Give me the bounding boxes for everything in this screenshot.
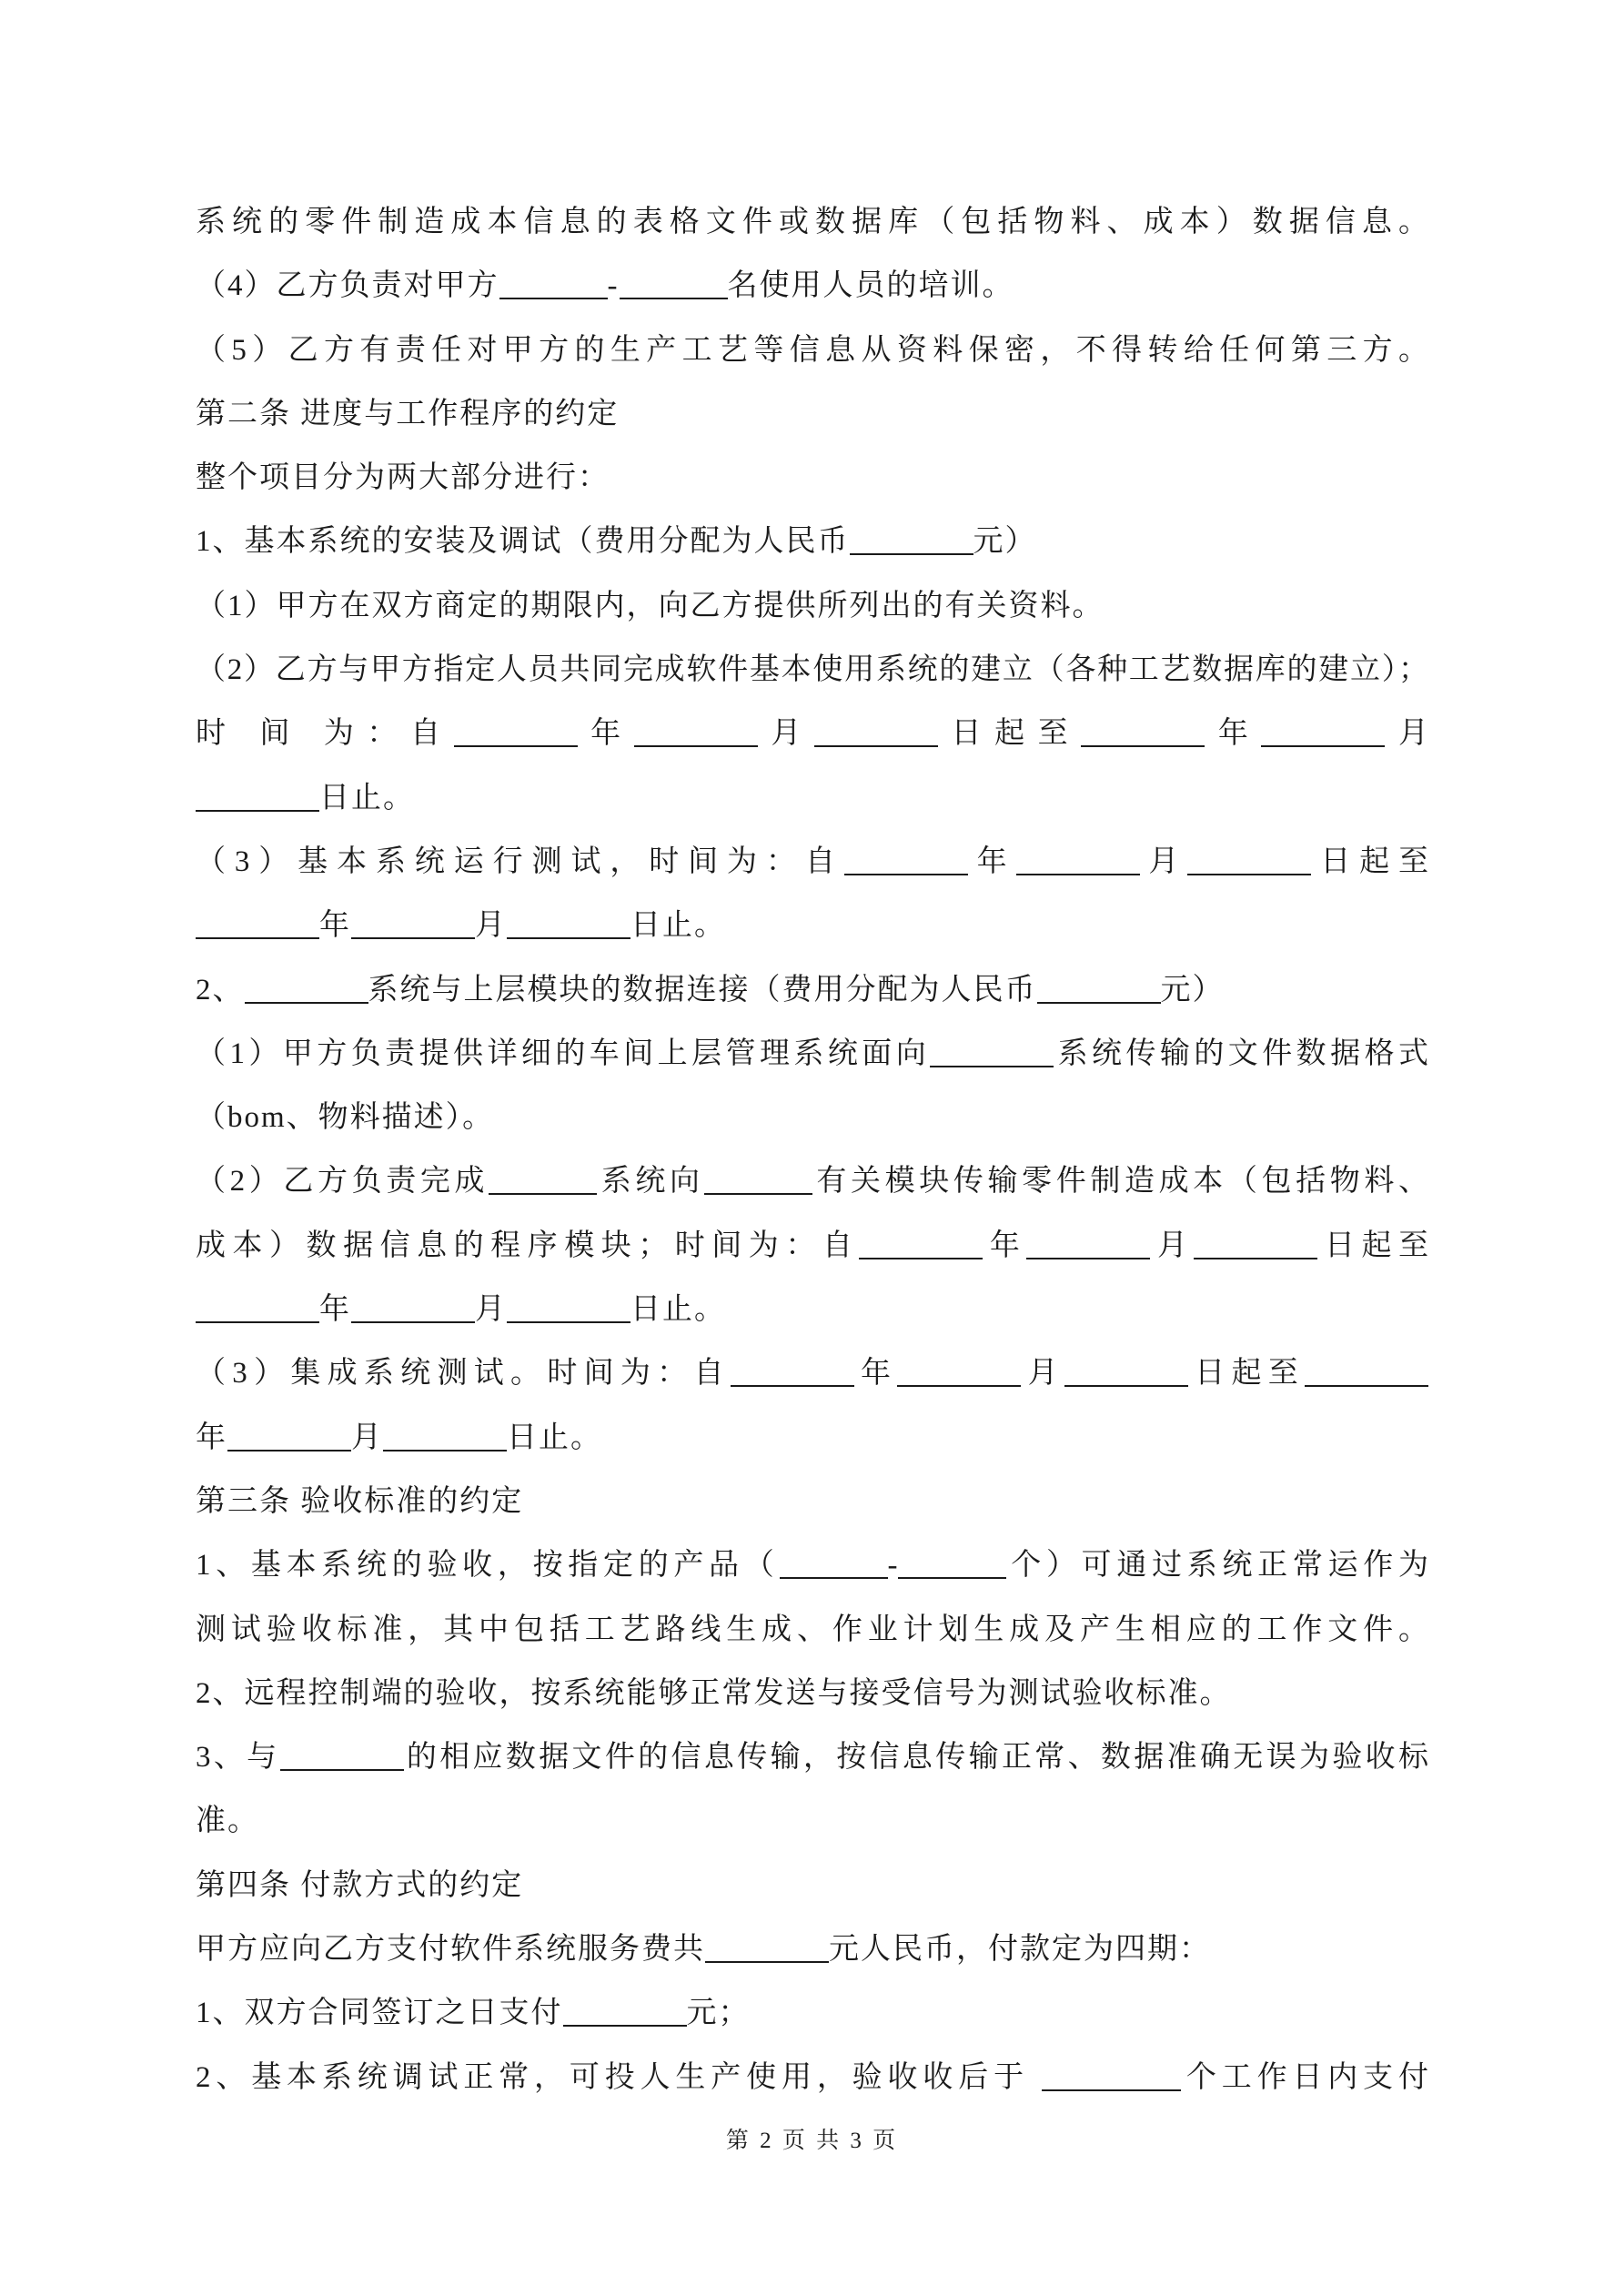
- document-line: 测试验收标准，其中包括工艺路线生成、作业计划生成及产生相应的工作文件。: [196, 1613, 1428, 1646]
- document-line: 第二条 进度与工作程序的约定: [196, 397, 620, 430]
- document-line: 日止。: [196, 766, 1428, 830]
- document-line: 年 月 日止。: [196, 1278, 1428, 1341]
- document-line: 成本）数据信息的程序模块；时间为：自 年 月 日起至: [196, 1229, 1429, 1262]
- fill-in-blank: [1042, 2089, 1181, 2091]
- fill-in-blank: [227, 1450, 351, 1451]
- document-line: （1）甲方负责提供详细的车间上层管理系统面向 系统传输的文件数据格式: [196, 1037, 1429, 1070]
- fill-in-blank: [1081, 745, 1205, 747]
- fill-in-blank: [507, 1321, 630, 1323]
- fill-in-blank: [507, 937, 630, 939]
- fill-in-blank: [245, 1002, 368, 1004]
- document-line: 系统的零件制造成本信息的表格文件或数据库（包括物料、成本）数据信息。: [196, 206, 1428, 238]
- document-line: （4）乙方负责对甲方 - 名使用人员的培训。: [196, 269, 1014, 303]
- document-line: 准。: [196, 1805, 259, 1838]
- document-line: 第四条 付款方式的约定: [196, 1868, 524, 1902]
- fill-in-blank: [1305, 1385, 1428, 1387]
- fill-in-blank: [280, 1769, 404, 1771]
- document-line: 时 间 为：自 年 月 日起至 年 月: [196, 717, 1429, 751]
- fill-in-blank: [844, 874, 968, 875]
- fill-in-blank: [897, 1385, 1021, 1387]
- fill-in-blank: [196, 937, 319, 939]
- fill-in-blank: [563, 2025, 687, 2027]
- document-line: 年 月 日止。: [196, 1421, 602, 1454]
- fill-in-blank: [499, 298, 608, 299]
- fill-in-blank: [780, 1577, 888, 1579]
- document-line: 2、基本系统调试正常，可投人生产使用，验收收后于 个工作日内支付: [196, 2060, 1429, 2094]
- document-line: （5）乙方有责任对甲方的生产工艺等信息从资料保密，不得转给任何第三方。: [196, 333, 1428, 367]
- fill-in-blank: [1187, 874, 1311, 875]
- fill-in-blank: [1037, 1002, 1161, 1004]
- document-line: （bom、物料描述）。: [196, 1101, 495, 1135]
- fill-in-blank: [814, 745, 938, 747]
- fill-in-blank: [620, 298, 728, 299]
- document-line: （2）乙方与甲方指定人员共同完成软件基本使用系统的建立（各种工艺数据库的建立）；: [196, 653, 1428, 687]
- document-line: （3）集成系统测试。时间为：自 年 月 日起至: [196, 1341, 1428, 1405]
- fill-in-blank: [859, 1258, 983, 1259]
- fill-in-blank: [1016, 874, 1140, 875]
- fill-in-blank: [705, 1961, 829, 1963]
- document-line: 1、双方合同签订之日支付 元；: [196, 1997, 751, 2030]
- document-line: 甲方应向乙方支付软件系统服务费共 元人民币，付款定为四期：: [196, 1933, 1211, 1967]
- document-line: 第三条 验收标准的约定: [196, 1484, 524, 1518]
- fill-in-blank: [1064, 1385, 1188, 1387]
- page-footer: [0, 2122, 1624, 2155]
- document-line: 2、 系统与上层模块的数据连接（费用分配为人民币 元）: [196, 973, 1225, 1006]
- document-line: 3、与 的相应数据文件的信息传输，按信息传输正常、数据准确无误为验收标: [196, 1741, 1429, 1775]
- fill-in-blank: [1194, 1258, 1317, 1259]
- fill-in-blank: [704, 1193, 812, 1195]
- fill-in-blank: [196, 810, 319, 812]
- fill-in-blank: [351, 1321, 475, 1323]
- fill-in-blank: [930, 1066, 1054, 1067]
- document-line: 1、基本系统的验收，按指定的产品（ - 个）可通过系统正常运作为: [196, 1549, 1429, 1583]
- fill-in-blank: [489, 1193, 597, 1195]
- document-line: （3）基本系统运行测试，时间为：自 年 月 日起至: [196, 845, 1429, 878]
- document-line: 整个项目分为两大部分进行：: [196, 461, 610, 495]
- fill-in-blank: [196, 1321, 319, 1323]
- document-line: 年 月 日止。: [196, 894, 1428, 957]
- document-line: （2）乙方负责完成 系统向 有关模块传输零件制造成本（包括物料、: [196, 1165, 1429, 1199]
- fill-in-blank: [1261, 745, 1385, 747]
- page-number-text: 第 2 页 共 3 页: [725, 2129, 899, 2153]
- fill-in-blank: [383, 1450, 507, 1451]
- fill-in-blank: [454, 745, 578, 747]
- fill-in-blank: [731, 1385, 854, 1387]
- document-line: 2、远程控制端的验收，按系统能够正常发送与接受信号为测试验收标准。: [196, 1676, 1232, 1710]
- fill-in-blank: [1026, 1258, 1150, 1259]
- document-line: 1、基本系统的安装及调试（费用分配为人民币 元）: [196, 525, 1037, 559]
- document-line: （1）甲方在双方商定的期限内，向乙方提供所列出的有关资料。: [196, 589, 1105, 622]
- fill-in-blank: [898, 1577, 1006, 1579]
- fill-in-blank: [634, 745, 758, 747]
- fill-in-blank: [351, 937, 475, 939]
- fill-in-blank: [850, 553, 973, 555]
- document-body: [196, 190, 1428, 2109]
